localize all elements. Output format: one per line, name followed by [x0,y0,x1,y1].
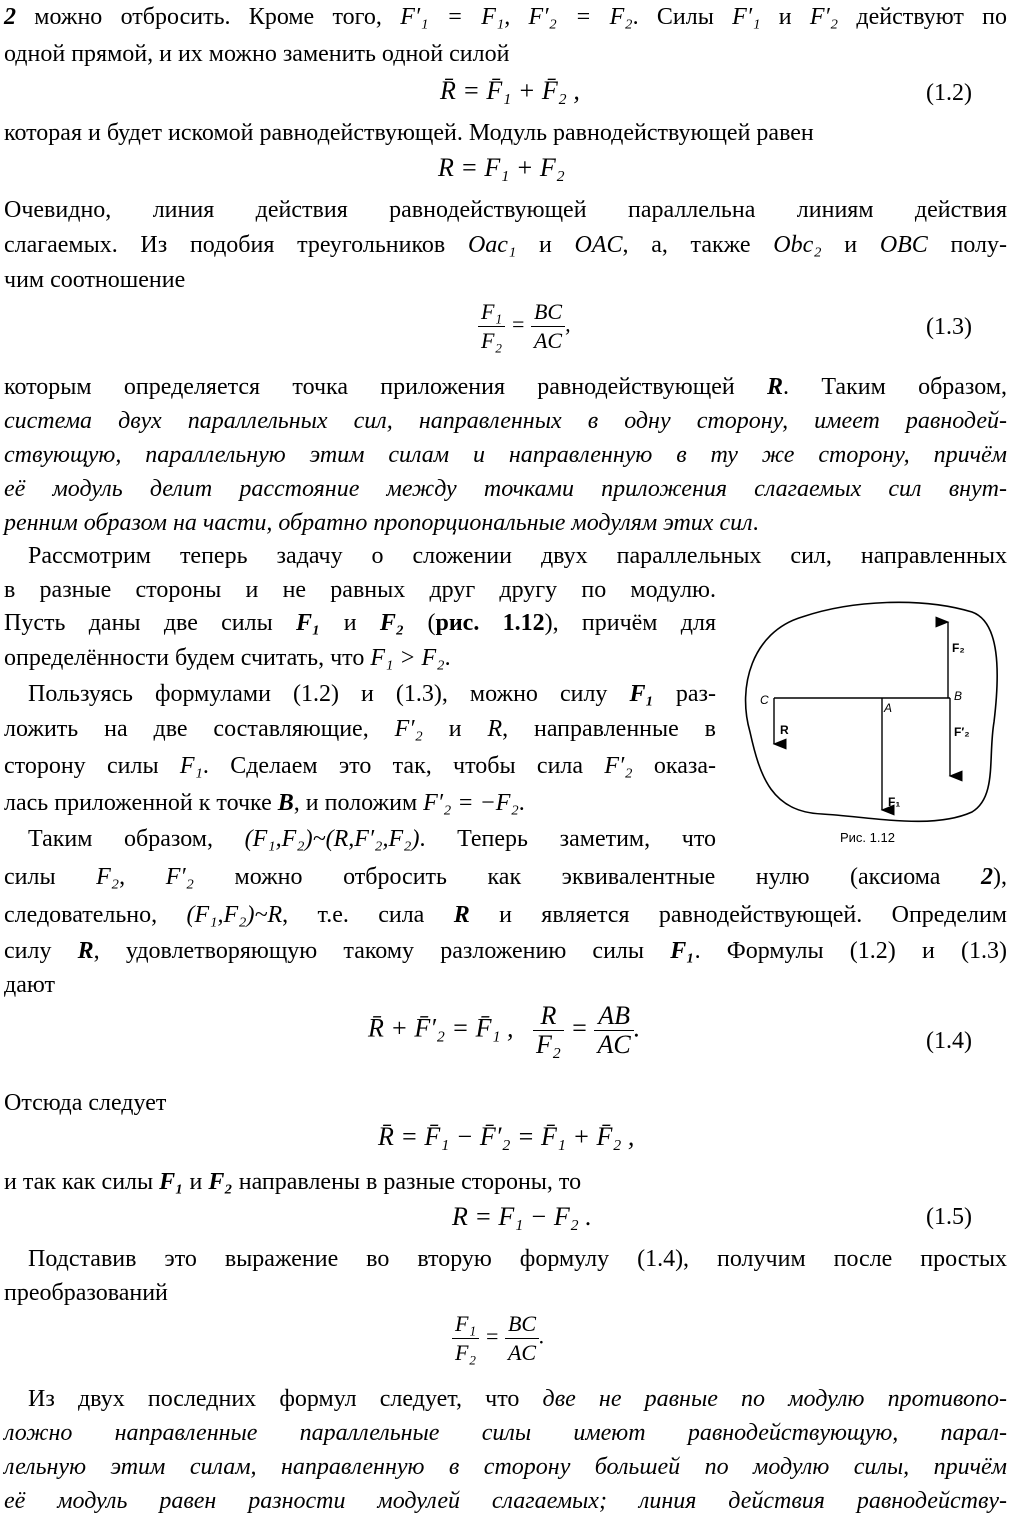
label-f1: F₁ [888,795,901,809]
text-line: лась приложенной к точке B, и положим F′₂ = −F₂. [4,790,525,816]
equation-1-3: $\frac{\text{F₁}}{\text{F₂}}$ = $\frac{BC}{AC}$ , [478,298,571,355]
text-line: лельную этим силам, направленную в сторону большей по модулю силы, причём [4,1454,1007,1480]
fraction: $\frac{R}{\text{F₂}}$ [533,1002,564,1059]
fraction: $\frac{\text{F₁}}{\text{F₂}}$ [452,1310,479,1367]
fraction: $\frac{\text{F₁}}{\text{F₂}}$ [478,298,505,355]
text-line: Из двух последних формул следует, что две не равные по модулю противопо- [28,1386,1007,1412]
text-line: ренним образом на части, обратно пропорциональные модулям этих сил. [4,510,759,536]
equation-number: (1.4) [926,1028,972,1054]
text-line: Очевидно, линия действия равнодействующей параллельна линиям действия [4,197,1007,223]
label-f2-prime: F′₂ [954,725,970,739]
equation-1-4: R̄ + F̄′₂ = F̄₁ , $\frac{R}{\text{F₂}}$ = $\frac{AB}{AC}$ . [368,1001,641,1059]
figure-1-12 [732,592,1002,852]
text-line: Таким образом, (F₁,F₂)~(R,F′₂,F₂). Теперь заметим, что [28,826,717,852]
equation-number: (1.3) [926,314,972,340]
text-line: ложно направленные параллельные силы имеют равнодействующую, парал- [4,1420,1007,1446]
text-line: её модуль делит расстояние между точками приложения слагаемых сил внут- [4,476,1007,502]
text-line: силу R, удовлетворяющую такому разложению силы F₁. Формулы (1.2) и (1.3) [4,938,1007,964]
text-line: одной прямой, и их можно заменить одной силой [4,41,510,67]
equation-1-2: R̄ = F̄₁ + F̄₂ , [440,76,580,105]
equation-number: (1.2) [926,80,972,106]
text-line: Подставив это выражение во вторую формулу (1.4), получим после простых [28,1246,1007,1272]
text-line: ложить на две составляющие, F′₂ и R, направленные в [4,716,716,742]
text-line: и так как силы F₁ и F₂ направлены в разные стороны, то [4,1169,582,1195]
equation-ratio: $\frac{\text{F₁}}{\text{F₂}}$ = $\frac{BC}{AC}$ . [452,1310,545,1367]
body-outline [746,602,998,821]
text-line: в разные стороны и не равных друг другу по модулю. [4,577,716,603]
text-line: следовательно, (F₁,F₂)~R, т.е. сила R и является равнодействующей. Определим [4,902,1007,928]
fraction: $\frac{AB}{AC}$ [594,1002,633,1059]
text-line: Пользуясь формулами (1.2) и (1.3), можно силу F₁ раз- [28,681,717,707]
equation-difference: R̄ = F̄₁ − F̄′₂ = F̄₁ + F̄₂ , [378,1122,635,1151]
text-line: ствующую, параллельную этим силам и направленную в ту же сторону, причём [4,442,1007,468]
text-line: сторону силы F₁. Сделаем это так, чтобы сила F′₂ оказа- [4,753,717,779]
text-line: чим соотношение [4,267,186,293]
label-c: C [760,693,769,707]
text-line: 2 можно отбросить. Кроме того, F′₁ = F₁, F′₂ = F₂. Силы F′₁ и F′₂ действуют по [4,4,1008,30]
text-line: Пусть даны две силы F₁ и F₂ (рис. 1.12), причём для [4,610,717,636]
text-line: система двух параллельных сил, направленных в одну сторону, имеет равнодей- [4,408,1007,434]
fraction: $\frac{BC}{AC}$ [505,1310,539,1367]
equation-r-sum: R = F₁ + F₂ [438,153,565,182]
text-line: которая и будет искомой равнодействующей. Модуль равнодействующей равен [4,120,814,146]
text-line: определённости будем считать, что F₁ > F₂. [4,645,451,671]
text-line: дают [4,972,55,998]
equation-number: (1.5) [926,1204,972,1230]
text-line: её модуль равен разности модулей слагаемых; линия действия равнодейству- [4,1488,1007,1514]
text-line: Рассмотрим теперь задачу о сложении двух параллельных сил, направленных [28,543,1007,569]
equation-1-5: R = F₁ − F₂ . [452,1202,592,1231]
figure-caption: Рис. 1.12 [840,830,895,845]
text-line: которым определяется точка приложения равнодействующей R. Таким образом, [4,374,1008,400]
label-f2: F₂ [952,641,965,655]
label-b: B [954,689,963,703]
label-r: R [780,723,789,737]
label-a: A [884,701,893,715]
text-line: слагаемых. Из подобия треугольников Oac₁ и OAC, а, также Obc₂ и OBC полу- [4,232,1008,258]
text-line: преобразований [4,1280,168,1306]
fraction: $\frac{BC}{AC}$ [531,298,565,355]
text-line: Отсюда следует [4,1090,167,1116]
text-line: силы F₂, F′₂ можно отбросить как эквивалентные нулю (аксиома 2), [4,864,1007,890]
